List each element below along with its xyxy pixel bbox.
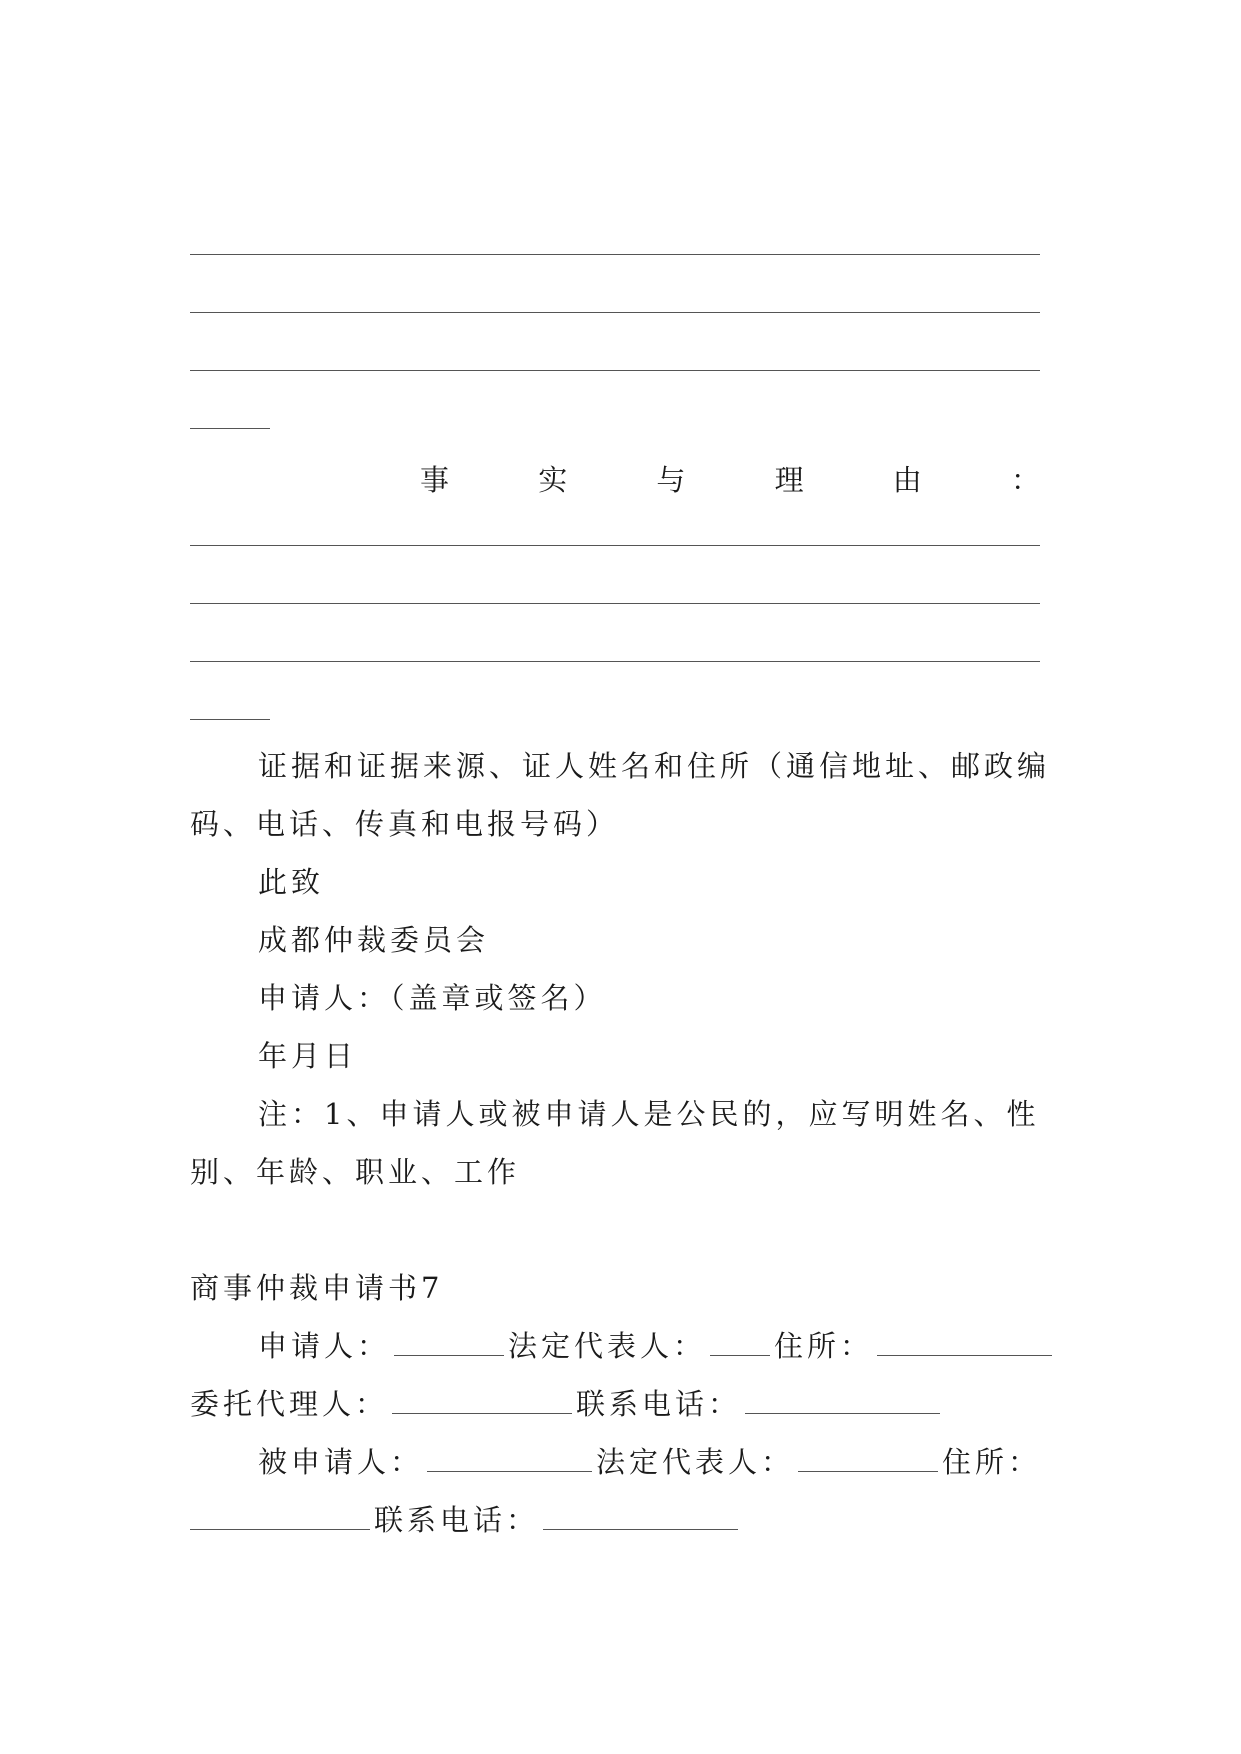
- applicant-line: [258, 1328, 1056, 1364]
- blank-line: [190, 603, 1040, 604]
- recipient: 成都仲裁委员会: [258, 923, 490, 957]
- respondent-contact-line: [190, 1502, 742, 1538]
- evidence-paragraph: 证据和证据来源、证人姓名和住所（通信地址、邮政编: [258, 749, 1051, 783]
- heading-char: 实: [538, 463, 568, 497]
- salutation: 此致: [258, 865, 325, 899]
- blank-line: [190, 370, 1040, 371]
- heading-char: ：: [1010, 463, 1040, 497]
- heading-char: 理: [774, 463, 804, 497]
- applicant-signature: 申请人：（盖章或签名）: [258, 981, 607, 1015]
- resp-address-label: 住所：: [942, 1445, 1042, 1479]
- resp-address-blank: [190, 1503, 370, 1530]
- blank-line-short: [190, 719, 270, 720]
- blank-line: [190, 545, 1040, 546]
- respondent-line: [258, 1444, 1041, 1480]
- blank-line: [190, 254, 1040, 255]
- applicant-label: 申请人：: [258, 1329, 391, 1363]
- note-paragraph-cont: 别、年龄、职业、工作: [190, 1155, 521, 1189]
- legal-rep-label: 法定代表人：: [508, 1329, 707, 1363]
- blank-line-short: [190, 428, 270, 429]
- respondent-blank: [427, 1445, 592, 1472]
- phone-blank: [745, 1387, 940, 1414]
- address-label: 住所：: [774, 1329, 874, 1363]
- blank-line: [190, 312, 1040, 313]
- address-blank: [877, 1329, 1052, 1356]
- heading-char: 事: [420, 463, 450, 497]
- resp-phone-label: 联系电话：: [374, 1503, 540, 1537]
- legal-rep-blank: [710, 1329, 770, 1356]
- section-title: 商事仲裁申请书7: [190, 1271, 444, 1305]
- resp-legal-rep-label: 法定代表人：: [596, 1445, 795, 1479]
- resp-phone-blank: [543, 1503, 738, 1530]
- agent-blank: [392, 1387, 572, 1414]
- facts-and-reasons-heading: [420, 460, 1040, 500]
- applicant-blank: [394, 1329, 504, 1356]
- evidence-paragraph-cont: 码、电话、传真和电报号码）: [190, 807, 620, 841]
- note-paragraph: 注：1、申请人或被申请人是公民的，应写明姓名、性: [258, 1097, 1040, 1131]
- heading-char: 由: [892, 463, 922, 497]
- phone-label: 联系电话：: [576, 1387, 742, 1421]
- date-line: 年月日: [258, 1039, 358, 1073]
- heading-char: 与: [656, 463, 686, 497]
- blank-line: [190, 661, 1040, 662]
- agent-line: [190, 1386, 944, 1422]
- resp-legal-rep-blank: [798, 1445, 938, 1472]
- agent-label: 委托代理人：: [190, 1387, 389, 1421]
- respondent-label: 被申请人：: [258, 1445, 424, 1479]
